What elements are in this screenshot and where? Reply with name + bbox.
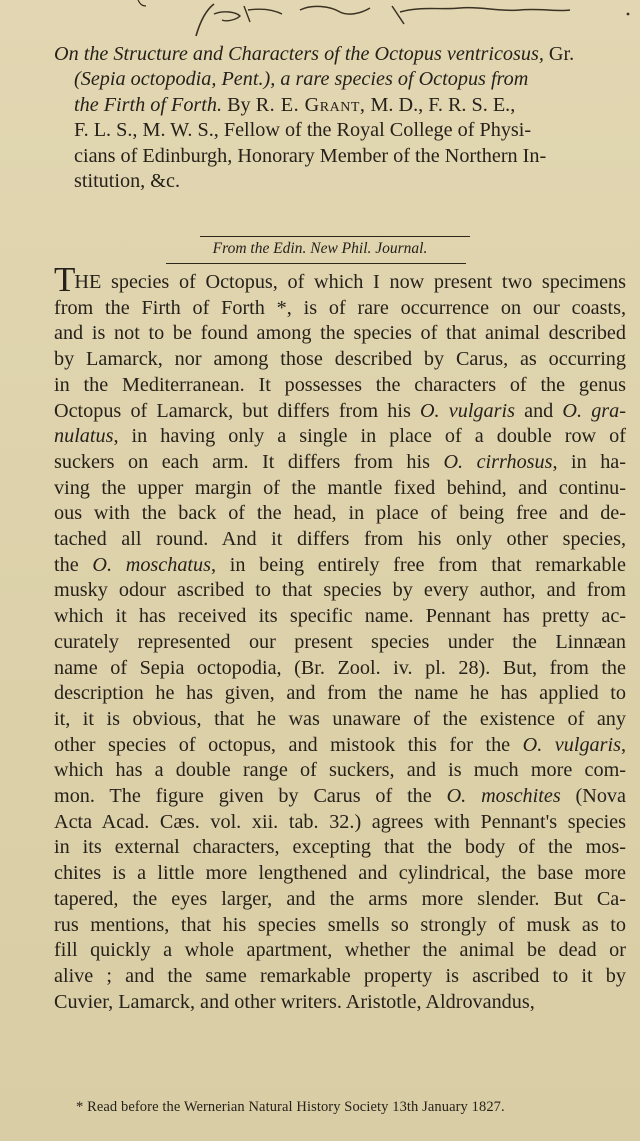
heading-line-3 — [74, 93, 626, 118]
heading-subtitle: a rare species of Octopus from — [275, 68, 529, 91]
source-citation: From the Edin. New Phil. Journal. — [212, 240, 428, 257]
heading-author-titles: M. D., F. R. S. E., — [365, 93, 516, 116]
body-line — [54, 399, 626, 425]
body-line — [54, 758, 626, 784]
body-line-text: Cuvier, Lamarck, and other writers. Aristotle, Aldrovandus, — [54, 990, 535, 1013]
body-line — [54, 347, 626, 373]
body-line — [54, 553, 626, 579]
body-line — [54, 604, 626, 630]
body-line-text: which it has received its specific name. Pennant has pretty ac- — [54, 605, 626, 628]
body-line-text: other species of octopus, and mistook this for the O. vulgaris, — [54, 733, 626, 756]
body-line-text: name of Sepia octopodia, (Br. Zool. iv. pl. 28). But, from the — [54, 656, 626, 679]
top-rule — [200, 236, 470, 237]
body-line-text: chites is a little more lengthened and cylindrical, the base more — [54, 862, 626, 885]
body-line — [54, 656, 626, 682]
body-line — [54, 373, 626, 399]
body-line — [54, 630, 626, 656]
heading-author-abbrev: Gr. — [543, 43, 575, 65]
body-line-text: rus mentions, that his species smells so strongly of musk as to — [54, 913, 626, 936]
body-line-text: by Lamarck, nor among those described by Carus, as occurring — [54, 348, 626, 371]
body-line-text: fill quickly a whole apartment, whether the animal be dead or — [54, 939, 626, 962]
body-line — [54, 681, 626, 707]
body-line — [54, 938, 626, 964]
footnote: * Read before the Wernerian Natural History Society 13th January 1827. — [76, 1099, 505, 1115]
body-line-text: tapered, the eyes larger, and the arms more slender. But Ca- — [54, 887, 626, 910]
heading-by: By — [222, 93, 256, 116]
heading-line-2 — [74, 67, 626, 92]
heading-locality: the Firth of Forth. — [74, 93, 223, 116]
heading-line-6: stitution, &c. — [74, 170, 180, 193]
body-line-text: which has a double range of suckers, and is much more com- — [54, 759, 626, 782]
body-line — [54, 810, 626, 836]
heading-line-5: cians of Edinburgh, Honorary Member of the Northern In- — [74, 144, 547, 167]
article-heading — [54, 42, 626, 194]
heading-line-1 — [54, 42, 626, 67]
body-line-text: curately represented our present species under the Linnæan — [54, 630, 626, 653]
body-line-text: description he has given, and from the name he has applied to — [54, 682, 626, 705]
body-line-text: Acta Acad. Cæs. vol. xii. tab. 32.) agrees with Pennant's species — [54, 810, 626, 833]
body-line — [54, 578, 626, 604]
body-line — [54, 476, 626, 502]
body-line-text: ous with the back of the head, in place of being free and de- — [54, 502, 626, 525]
handwritten-inscription — [0, 0, 640, 40]
body-line — [54, 835, 626, 861]
body-line-text: mon. The figure given by Carus of the O. moschites (Nova — [54, 785, 626, 808]
body-line-text: ving the upper margin of the mantle fixed behind, and continu- — [54, 476, 626, 499]
heading-synonym: (Sepia octopodia, Pent.), — [74, 68, 276, 91]
heading-title: On the Structure and Characters of the Octopus ventricosus, — [54, 43, 544, 65]
body-line-text: from the Firth of Forth *, is of rare occurrence on our coasts, — [54, 296, 626, 319]
body-line — [54, 321, 626, 347]
body-line — [54, 527, 626, 553]
bottom-rule — [166, 263, 466, 264]
body-line-text: it, it is obvious, that he was unaware of the existence of any — [54, 707, 626, 730]
body-line-text: nulatus, in having only a single in place of a double row of — [54, 425, 626, 448]
body-line-text: HE species of Octopus, of which I now present two specimens — [74, 271, 626, 293]
body-line-text: musky odour ascribed to that species by every author, and from — [54, 579, 626, 602]
body-line-text: in the Mediterranean. It possesses the characters of the genus — [54, 373, 626, 396]
body-line — [54, 296, 626, 322]
drop-cap: T — [54, 260, 75, 299]
body-line-text: tached all round. And it differs from his only other species, — [54, 528, 626, 551]
body-line — [54, 861, 626, 887]
body-line — [54, 964, 626, 990]
body-line — [54, 450, 626, 476]
body-line-text: Octopus of Lamarck, but differs from his O. vulgaris and O. gra- — [54, 399, 626, 422]
body-line-text: suckers on each arm. It differs from his O. cirrhosus, in ha- — [54, 450, 626, 473]
body-line — [54, 707, 626, 733]
body-line — [54, 913, 626, 939]
body-line — [54, 733, 626, 759]
body-line — [54, 990, 626, 1016]
heading-line-4: F. L. S., M. W. S., Fellow of the Royal College of Physi- — [74, 119, 532, 142]
article-body — [54, 260, 626, 1015]
body-line-text: alive ; and the same remarkable property is ascribed to it by — [54, 964, 626, 987]
body-line — [54, 501, 626, 527]
body-line-text: and is not to be found among the species of that animal described — [54, 322, 626, 345]
body-line — [54, 887, 626, 913]
body-line — [54, 784, 626, 810]
body-line — [54, 424, 626, 450]
body-line-text: in its external characters, excepting that the body of the mos- — [54, 836, 626, 859]
body-line-text: the O. moschatus, in being entirely free from that remarkable — [54, 553, 626, 576]
body-line — [54, 260, 626, 299]
heading-author-name: R. E. Grant, — [255, 93, 366, 116]
